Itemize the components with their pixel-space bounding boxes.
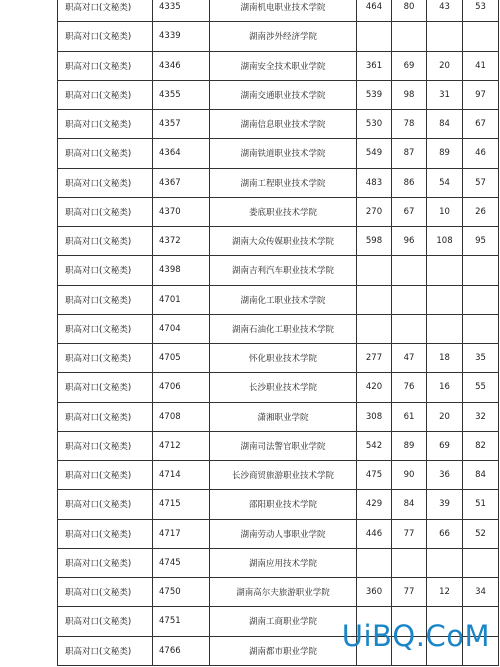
cell-value-2: 89 [392,431,427,460]
cell-value-2 [392,548,427,577]
cell-value-4: 97 [463,80,499,109]
cell-value-4: 46 [463,139,499,168]
cell-category: 职高对口(文秘类) [58,461,153,490]
table-row [58,256,499,285]
cell-value-2 [392,285,427,314]
cell-value-1: 464 [357,0,392,22]
cell-school-name: 湖南石油化工职业技术学院 [210,314,357,343]
cell-category: 职高对口(文秘类) [58,51,153,80]
cell-value-2: 47 [392,344,427,373]
cell-school-code: 4766 [153,636,210,665]
cell-value-2: 86 [392,168,427,197]
cell-value-3: 39 [427,490,463,519]
cell-school-code: 4335 [153,0,210,22]
cell-category: 职高对口(文秘类) [58,344,153,373]
cell-category: 职高对口(文秘类) [58,402,153,431]
cell-value-4: 52 [463,519,499,548]
cell-value-4: 35 [463,344,499,373]
cell-school-code: 4708 [153,402,210,431]
cell-school-code: 4339 [153,22,210,51]
table-row [58,373,499,402]
cell-school-name: 娄底职业技术学院 [210,197,357,226]
cell-category: 职高对口(文秘类) [58,80,153,109]
cell-value-3: 66 [427,519,463,548]
cell-school-code: 4715 [153,490,210,519]
cell-value-4 [463,22,499,51]
cell-value-3: 69 [427,431,463,460]
table-row [58,314,499,343]
cell-school-code: 4745 [153,548,210,577]
cell-school-name: 湖南铁道职业技术学院 [210,139,357,168]
cell-school-name: 湖南涉外经济学院 [210,22,357,51]
cell-value-2 [392,22,427,51]
cell-value-3: 89 [427,139,463,168]
table-row [58,80,499,109]
cell-category: 职高对口(文秘类) [58,607,153,636]
cell-category: 职高对口(文秘类) [58,0,153,22]
cell-school-name: 湖南化工职业技术学院 [210,285,357,314]
cell-value-1: 446 [357,519,392,548]
cell-value-4: 26 [463,197,499,226]
cell-school-name: 湖南信息职业技术学院 [210,110,357,139]
cell-value-1 [357,314,392,343]
cell-school-code: 4364 [153,139,210,168]
cell-value-2: 98 [392,80,427,109]
cell-value-4: 95 [463,227,499,256]
cell-value-1: 475 [357,461,392,490]
cell-category: 职高对口(文秘类) [58,431,153,460]
cell-school-name: 湖南大众传媒职业技术学院 [210,227,357,256]
cell-value-3 [427,285,463,314]
cell-school-code: 4704 [153,314,210,343]
cell-school-name: 湖南吉利汽车职业技术学院 [210,256,357,285]
cell-value-3: 31 [427,80,463,109]
cell-value-4: 41 [463,51,499,80]
cell-category: 职高对口(文秘类) [58,548,153,577]
cell-school-name: 长沙商贸旅游职业技术学院 [210,461,357,490]
watermark-logo: UiBQ.CoM [341,619,490,653]
cell-value-1: 277 [357,344,392,373]
cell-category: 职高对口(文秘类) [58,578,153,607]
cell-school-name: 湖南高尔夫旅游职业学院 [210,578,357,607]
cell-school-name: 邵阳职业技术学院 [210,490,357,519]
cell-value-4: 82 [463,431,499,460]
cell-value-4: 34 [463,578,499,607]
cell-school-code: 4355 [153,80,210,109]
cell-category: 职高对口(文秘类) [58,373,153,402]
cell-value-3 [427,256,463,285]
cell-school-name: 湖南都市职业学院 [210,636,357,665]
cell-value-1: 539 [357,80,392,109]
cell-value-2: 77 [392,519,427,548]
table-row [58,22,499,51]
cell-category: 职高对口(文秘类) [58,139,153,168]
cell-value-3: 16 [427,373,463,402]
cell-value-4 [463,548,499,577]
cell-school-code: 4367 [153,168,210,197]
cell-value-4: 32 [463,402,499,431]
cell-value-2: 80 [392,0,427,22]
table-row [58,227,499,256]
cell-school-code: 4712 [153,431,210,460]
table-row [58,285,499,314]
cell-value-1 [357,548,392,577]
cell-value-1: 429 [357,490,392,519]
table-row [58,461,499,490]
cell-school-code: 4714 [153,461,210,490]
admission-score-table [57,0,499,666]
cell-value-2: 76 [392,373,427,402]
cell-value-2 [392,256,427,285]
cell-school-name: 湖南劳动人事职业学院 [210,519,357,548]
cell-value-4: 67 [463,110,499,139]
cell-category: 职高对口(文秘类) [58,110,153,139]
cell-category: 职高对口(文秘类) [58,227,153,256]
cell-school-code: 4372 [153,227,210,256]
table-row [58,578,499,607]
table-row [58,548,499,577]
cell-category: 职高对口(文秘类) [58,314,153,343]
cell-category: 职高对口(文秘类) [58,197,153,226]
table-row [58,139,499,168]
table-body [58,0,499,665]
table-row [58,344,499,373]
cell-school-name: 湖南司法警官职业学院 [210,431,357,460]
cell-value-1: 542 [357,431,392,460]
cell-value-1 [357,256,392,285]
cell-school-name: 湖南安全技术职业学院 [210,51,357,80]
cell-value-1: 483 [357,168,392,197]
cell-value-1: 530 [357,110,392,139]
cell-school-code: 4705 [153,344,210,373]
cell-school-code: 4346 [153,51,210,80]
table-row [58,519,499,548]
cell-school-name: 长沙职业技术学院 [210,373,357,402]
cell-value-1 [357,285,392,314]
cell-value-1 [357,22,392,51]
cell-school-code: 4370 [153,197,210,226]
cell-value-1: 420 [357,373,392,402]
cell-value-2: 84 [392,490,427,519]
cell-value-1: 361 [357,51,392,80]
cell-value-3: 20 [427,51,463,80]
cell-category: 职高对口(文秘类) [58,256,153,285]
cell-value-4 [463,314,499,343]
cell-value-3: 54 [427,168,463,197]
cell-value-1: 598 [357,227,392,256]
cell-value-4 [463,285,499,314]
cell-category: 职高对口(文秘类) [58,519,153,548]
cell-value-2: 61 [392,402,427,431]
cell-value-3: 36 [427,461,463,490]
cell-school-code: 4751 [153,607,210,636]
cell-value-1: 270 [357,197,392,226]
cell-value-4: 51 [463,490,499,519]
table-row [58,402,499,431]
cell-school-code: 4717 [153,519,210,548]
cell-value-2: 67 [392,197,427,226]
cell-value-1: 360 [357,578,392,607]
cell-value-3: 43 [427,0,463,22]
cell-school-name: 怀化职业技术学院 [210,344,357,373]
cell-value-2: 87 [392,139,427,168]
cell-category: 职高对口(文秘类) [58,168,153,197]
cell-category: 职高对口(文秘类) [58,636,153,665]
cell-value-3: 108 [427,227,463,256]
cell-category: 职高对口(文秘类) [58,285,153,314]
cell-category: 职高对口(文秘类) [58,490,153,519]
cell-school-name: 湖南交通职业技术学院 [210,80,357,109]
cell-value-2: 90 [392,461,427,490]
cell-school-name: 湖南工商职业学院 [210,607,357,636]
cell-value-3 [427,314,463,343]
cell-value-2: 77 [392,578,427,607]
cell-school-name: 湖南应用技术学院 [210,548,357,577]
cell-value-3: 20 [427,402,463,431]
table-row [58,431,499,460]
cell-value-1: 308 [357,402,392,431]
cell-school-code: 4706 [153,373,210,402]
cell-school-name: 湖南机电职业技术学院 [210,0,357,22]
table-row [58,51,499,80]
table-row [58,110,499,139]
cell-value-3 [427,548,463,577]
cell-value-3: 10 [427,197,463,226]
cell-value-2: 69 [392,51,427,80]
cell-school-code: 4398 [153,256,210,285]
table-row [58,490,499,519]
cell-school-code: 4750 [153,578,210,607]
cell-value-3: 84 [427,110,463,139]
table-row [58,0,499,22]
cell-category: 职高对口(文秘类) [58,22,153,51]
cell-value-3: 12 [427,578,463,607]
cell-value-4: 84 [463,461,499,490]
table-row [58,197,499,226]
cell-value-3: 18 [427,344,463,373]
cell-school-code: 4701 [153,285,210,314]
cell-value-4: 55 [463,373,499,402]
cell-value-3 [427,22,463,51]
cell-value-4: 53 [463,0,499,22]
cell-school-name: 湖南工程职业技术学院 [210,168,357,197]
cell-value-2: 96 [392,227,427,256]
cell-value-4: 57 [463,168,499,197]
cell-value-2: 78 [392,110,427,139]
cell-value-4 [463,256,499,285]
cell-value-1: 549 [357,139,392,168]
table-row [58,168,499,197]
cell-school-code: 4357 [153,110,210,139]
cell-value-2 [392,314,427,343]
cell-school-name: 潇湘职业学院 [210,402,357,431]
